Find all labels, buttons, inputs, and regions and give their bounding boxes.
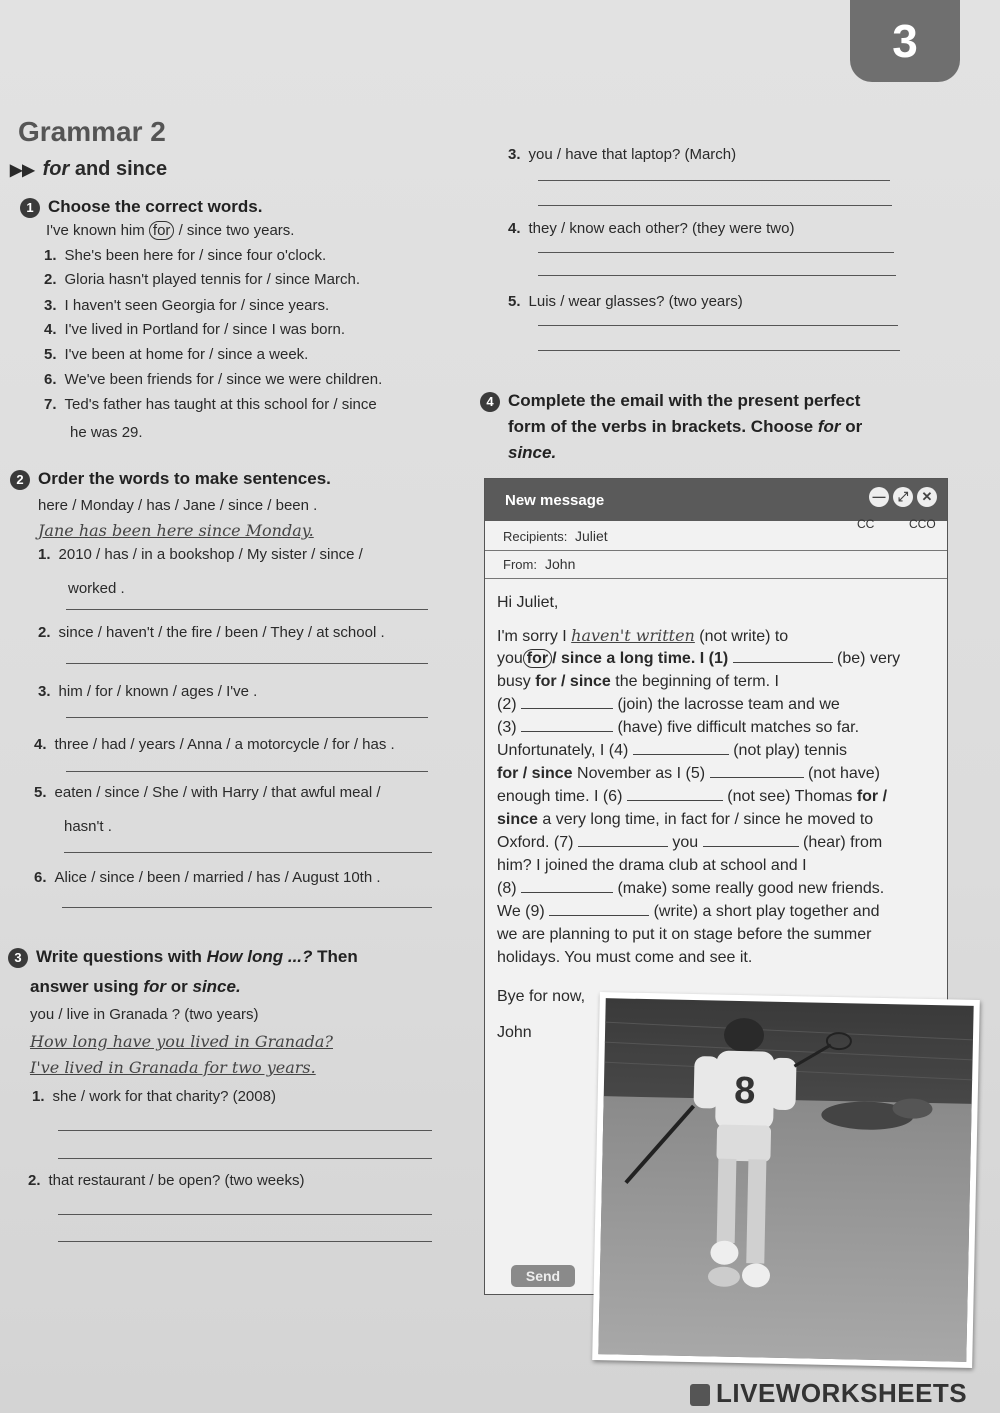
ex3-title2-for: for — [143, 977, 167, 996]
email-line — [497, 739, 847, 763]
email-line — [497, 900, 880, 924]
blank-7a[interactable] — [578, 832, 668, 847]
close-icon[interactable]: ✕ — [917, 487, 937, 507]
topic-and: and — [69, 158, 116, 180]
item-text: Gloria hasn't played tennis for / since March. — [64, 271, 361, 288]
ex3-item — [508, 293, 743, 310]
item-text: since / haven't / the fire / been / They / at school . — [58, 624, 385, 641]
item-number: 7. — [44, 396, 57, 413]
ex1-example — [46, 222, 294, 239]
blank-2[interactable] — [521, 694, 613, 709]
email-text: (write) a short play together and — [649, 903, 880, 920]
ex3-title2-pre: answer using — [30, 977, 144, 996]
topic-heading — [10, 158, 167, 181]
answer-line[interactable] — [58, 1158, 432, 1159]
answer-line[interactable] — [66, 771, 428, 772]
email-greeting: Hi Juliet, — [497, 594, 559, 611]
topic-for: for — [42, 158, 70, 180]
answer-line[interactable] — [64, 852, 432, 853]
ex1-example-pre: I've known him — [46, 222, 149, 239]
ex2-title — [10, 469, 331, 490]
minimize-icon[interactable]: — — [869, 487, 889, 507]
email-header — [485, 479, 947, 521]
email-line — [497, 762, 880, 786]
item-text: 2010 / has / in a bookshop / My sister / since / — [58, 546, 363, 563]
item-number: 6. — [34, 869, 47, 886]
window-controls — [865, 487, 937, 507]
email-text: Oxford. (7) — [497, 834, 578, 851]
ex4-title-or: or — [840, 417, 863, 436]
ex2-item — [38, 683, 257, 700]
ex1-item7-cont: he was 29. — [70, 424, 143, 441]
ex2-item5-cont: hasn't . — [64, 818, 112, 835]
ex1-item[interactable] — [44, 271, 360, 288]
ex1-item[interactable] — [44, 297, 329, 314]
email-text: enough time. I (6) — [497, 788, 627, 805]
email-text: (have) five difficult matches so far. — [613, 719, 860, 736]
email-choice[interactable]: for / since — [535, 673, 611, 690]
email-example-answer: haven't written — [571, 626, 695, 645]
item-number: 5. — [34, 784, 47, 801]
jersey-number: 8 — [733, 1069, 756, 1113]
ex1-example-post: / since two years. — [174, 222, 295, 239]
ex1-item[interactable] — [44, 346, 308, 363]
answer-line[interactable] — [66, 717, 428, 718]
ex1-item[interactable] — [44, 247, 326, 264]
recipients-row[interactable] — [485, 523, 947, 551]
ex3-title — [8, 947, 358, 968]
item-number: 5. — [44, 346, 57, 363]
from-value: John — [545, 556, 576, 572]
email-text: (be) very — [832, 650, 901, 667]
ex2-item — [34, 736, 395, 753]
ex3-item — [508, 146, 736, 163]
blank-4[interactable] — [633, 740, 729, 755]
ex2-number: 2 — [10, 470, 30, 490]
from-label: From: — [503, 557, 537, 572]
unit-number: 3 — [892, 15, 918, 67]
item-number: 6. — [44, 371, 57, 388]
item-number: 3. — [38, 683, 51, 700]
email-line: we are planning to put it on stage before the summer — [497, 926, 872, 943]
ex3-item — [508, 220, 794, 237]
item-text: she / work for that charity? (2008) — [52, 1088, 276, 1105]
ex3-item — [28, 1172, 305, 1189]
answer-line[interactable] — [58, 1241, 432, 1242]
answer-line[interactable] — [538, 205, 892, 206]
email-text: (8) — [497, 880, 521, 897]
ex4-title — [480, 388, 862, 466]
ex3-title-post: Then — [312, 947, 358, 966]
email-line: him? I joined the drama club at school and I — [497, 857, 807, 874]
unit-tab — [850, 0, 960, 82]
item-text: eaten / since / She / with Harry / that awful meal / — [54, 784, 381, 801]
ex1-item[interactable] — [44, 371, 382, 388]
email-line — [497, 670, 779, 694]
ex4-title-since: since. — [508, 443, 557, 462]
email-signature: John — [497, 1024, 532, 1041]
email-line — [497, 785, 887, 809]
answer-line[interactable] — [58, 1130, 432, 1131]
ex4-title-l1: Complete the email with the present perfect — [508, 391, 861, 410]
ex3-example: you / live in Granada ? (two years) — [30, 1006, 259, 1023]
ex2-item — [38, 624, 385, 641]
item-number: 2. — [38, 624, 51, 641]
item-number: 4. — [34, 736, 47, 753]
ex3-example-answer: I've lived in Granada for two years. — [30, 1058, 316, 1077]
recipients-value: Juliet — [575, 528, 608, 544]
answer-line[interactable] — [66, 663, 428, 664]
ex3-title2-or: or — [166, 977, 193, 996]
item-text: I've been at home for / since a week. — [64, 346, 309, 363]
ex3-item — [32, 1088, 276, 1105]
item-number: 5. — [508, 293, 521, 310]
ex4-title-for: for — [817, 417, 841, 436]
email-text: (not see) Thomas — [722, 788, 857, 805]
email-header-title: New message — [505, 492, 605, 509]
email-circled-for: for — [523, 649, 552, 668]
ex2-item1-cont: worked . — [68, 580, 125, 597]
expand-icon[interactable]: ⤢ — [893, 487, 913, 507]
item-number: 3. — [44, 297, 57, 314]
item-text: We've been friends for / since we were children. — [64, 371, 383, 388]
item-text: Luis / wear glasses? (two years) — [528, 293, 743, 310]
answer-line[interactable] — [62, 907, 432, 908]
email-text: I'm sorry I — [497, 628, 572, 645]
email-text: (make) some really good new friends. — [613, 880, 885, 897]
ex2-example: here / Monday / has / Jane / since / been . — [38, 497, 318, 514]
ex1-title-text: Choose the correct words. — [48, 197, 263, 216]
blank-7b[interactable] — [703, 832, 799, 847]
email-line — [497, 624, 788, 649]
ex3-number: 3 — [8, 948, 28, 968]
item-number: 4. — [508, 220, 521, 237]
email-line — [497, 831, 882, 855]
lacrosse-player-image — [592, 992, 980, 1368]
ex3-example-question: How long have you lived in Granada? — [30, 1032, 333, 1051]
ex1-item[interactable] — [44, 321, 345, 338]
ex2-title-text: Order the words to make sentences. — [38, 469, 331, 488]
answer-line[interactable] — [538, 325, 898, 326]
email-line — [497, 808, 873, 832]
email-text: you — [667, 834, 703, 851]
footer-brand — [690, 1378, 967, 1409]
ex1-example-circled: for — [149, 221, 175, 240]
email-text: (not play) tennis — [728, 742, 848, 759]
email-text: Unfortunately, I (4) — [497, 742, 633, 759]
item-number: 1. — [44, 247, 57, 264]
cc-button[interactable]: CC — [857, 517, 875, 531]
email-choice[interactable]: for / — [856, 788, 888, 805]
item-text: I've lived in Portland for / since I was born. — [64, 321, 346, 338]
email-text: / since a long time. I (1) — [552, 650, 733, 667]
answer-line[interactable] — [538, 275, 896, 276]
item-number: 2. — [44, 271, 57, 288]
email-line — [497, 716, 859, 740]
ex3-title-italic: How long ...? — [206, 947, 313, 966]
ex2-example-answer: Jane has been here since Monday. — [38, 521, 314, 540]
blank-1[interactable] — [733, 648, 833, 663]
item-text: him / for / known / ages / I've . — [58, 683, 258, 700]
item-text: three / had / years / Anna / a motorcycle / for / has . — [54, 736, 395, 753]
email-text: busy — [497, 673, 536, 690]
play-arrow-icon: ▶▶ — [10, 162, 35, 179]
item-text: Alice / since / been / married / has / August 10th . — [54, 869, 381, 886]
ex3-title-pre: Write questions with — [36, 947, 207, 966]
blank-9[interactable] — [549, 901, 649, 916]
item-text: they / know each other? (they were two) — [528, 220, 795, 237]
item-number: 4. — [44, 321, 57, 338]
blank-5[interactable] — [710, 763, 804, 778]
email-text: (not write) to — [694, 628, 789, 645]
answer-line[interactable] — [538, 350, 900, 351]
cco-button[interactable]: CCO — [909, 517, 936, 531]
brand-name: LIVEWORKSHEETS — [716, 1378, 968, 1408]
item-number: 1. — [38, 546, 51, 563]
email-line — [497, 693, 840, 717]
ex2-item — [34, 784, 381, 801]
ex3-title2-since: since. — [192, 977, 241, 996]
answer-line[interactable] — [538, 252, 894, 253]
blank-8[interactable] — [521, 878, 613, 893]
email-line: holidays. You must come and see it. — [497, 949, 753, 966]
item-text: you / have that laptop? (March) — [528, 146, 737, 163]
email-text: November as I (5) — [572, 765, 710, 782]
item-text: that restaurant / be open? (two weeks) — [48, 1172, 305, 1189]
ex1-title — [20, 197, 262, 218]
email-choice[interactable]: since — [497, 811, 538, 828]
answer-line[interactable] — [58, 1214, 432, 1215]
answer-line[interactable] — [538, 180, 890, 181]
email-text: (hear) from — [798, 834, 883, 851]
answer-line[interactable] — [66, 609, 428, 610]
topic-since: since — [115, 158, 168, 180]
blank-6[interactable] — [627, 786, 723, 801]
section-title: Grammar 2 — [18, 116, 166, 147]
email-text: you — [497, 650, 523, 667]
ex1-number: 1 — [20, 198, 40, 218]
ex4-number: 4 — [480, 392, 500, 412]
blank-3[interactable] — [521, 717, 613, 732]
email-text: (3) — [497, 719, 521, 736]
ex3-title-line2 — [30, 977, 241, 997]
email-text: (join) the lacrosse team and we — [613, 696, 840, 713]
email-text: (not have) — [803, 765, 880, 782]
item-text: I haven't seen Georgia for / since years. — [64, 297, 330, 314]
ex4-title-l2: form of the verbs in brackets. Choose — [508, 417, 818, 436]
lacrosse-photo — [592, 992, 980, 1368]
ex2-item — [34, 869, 381, 886]
send-button[interactable]: Send — [511, 1265, 575, 1287]
email-line — [497, 647, 900, 671]
from-row[interactable] — [485, 551, 947, 579]
email-line — [497, 877, 884, 901]
recipients-label: Recipients: — [503, 529, 568, 544]
ex2-item — [38, 546, 363, 563]
email-text: a very long time, in fact for / since he moved to — [537, 811, 874, 828]
item-number: 1. — [32, 1088, 45, 1105]
item-number: 3. — [508, 146, 521, 163]
email-text: the beginning of term. I — [610, 673, 779, 690]
email-choice[interactable]: for / since — [497, 765, 573, 782]
item-text: She's been here for / since four o'clock. — [64, 247, 327, 264]
email-signoff: Bye for now, — [497, 988, 586, 1005]
email-text: We (9) — [497, 903, 550, 920]
item-text: Ted's father has taught at this school for / since — [64, 396, 377, 413]
item-number: 2. — [28, 1172, 41, 1189]
email-text: (2) — [497, 696, 521, 713]
ex1-item[interactable] — [44, 396, 377, 413]
brand-logo-icon — [690, 1384, 710, 1406]
